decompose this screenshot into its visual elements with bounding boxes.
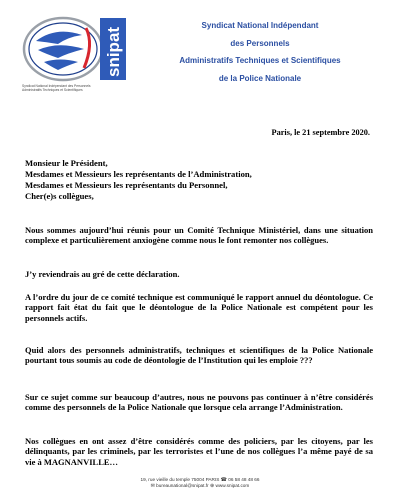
telephone-icon: ☎ [220, 477, 227, 483]
body-paragraph: A l’ordre du jour de ce comité technique est communiqué le rapport annuel du déontologue. Ce rapport fait état du fait que le déontologue de la Police Nationale est compétent pour les personnels actifs. [25, 292, 373, 323]
body-paragraph: J’y reviendrais au gré de cette déclaration. [25, 269, 180, 279]
letterhead-line: de la Police Nationale [218, 73, 302, 83]
body-paragraph: Quid alors des personnels administratifs, techniques et scientifiques de la Police Nationale pourtant tous soumis au code de déontologie de l’Institution qui les emploie ??? [25, 345, 373, 366]
letterhead-title [170, 17, 350, 87]
envelope-icon: ✉ [150, 483, 155, 490]
footer-website[interactable]: www.snipat.com [215, 483, 250, 489]
logo-caption-line: Syndicat National Indépendant des Personnels [22, 84, 91, 88]
footer-address: 19, rue vieille du temple 75004 PARIS [140, 477, 220, 482]
body-paragraph: Nous sommes aujourd’hui réunis pour un Comité Technique Ministériel, dans une situation complexe et particulièrement anxiogène comme nous le font remonter nos collègues. [25, 225, 373, 246]
logo-caption [22, 85, 132, 93]
letter-date: Paris, le 21 septembre 2020. [271, 128, 370, 137]
footer-phone: 06 58 48 48 66 [228, 477, 260, 482]
snipat-logo [22, 14, 132, 94]
globe-icon: ⊕ [209, 483, 215, 490]
body-paragraph: Sur ce sujet comme sur beaucoup d’autres, nous ne pouvons pas continuer à n’être considérés comme des personnels de la Police Nationale que lorsque cela arrange l’Administration. [25, 392, 373, 413]
logo-caption-line: Administratifs Techniques et Scientifiques [22, 87, 83, 92]
letterhead-line: Administratifs Techniques et Scientifiques [179, 56, 341, 65]
letter-footer [85, 477, 315, 490]
snipat-logo-mark [22, 14, 132, 84]
snipat-wordmark: snipat [104, 26, 123, 77]
footer-email[interactable]: bureaunational@snipat.fr [156, 483, 209, 489]
letterhead-line: Syndicat National Indépendant [201, 21, 319, 30]
salutation-line: Monsieur le Président, [25, 158, 108, 168]
footer-line-2 [85, 483, 315, 489]
letterhead-line: des Personnels [230, 38, 290, 48]
salutation-line: Cher(e)s collègues, [25, 191, 94, 201]
salutation-line: Mesdames et Messieurs les représentants de l’Administration, [25, 169, 252, 179]
salutation-block [25, 158, 375, 202]
body-paragraph: Nos collègues en ont assez d’être considérés comme des policiers, par les citoyens, par les délinquants, par les criminels, par les terroristes et l’une de nos collègues l’a même payé de sa vie à MAGNANVILLE… [25, 436, 373, 467]
salutation-line: Mesdames et Messieurs les représentants du Personnel, [25, 180, 228, 190]
